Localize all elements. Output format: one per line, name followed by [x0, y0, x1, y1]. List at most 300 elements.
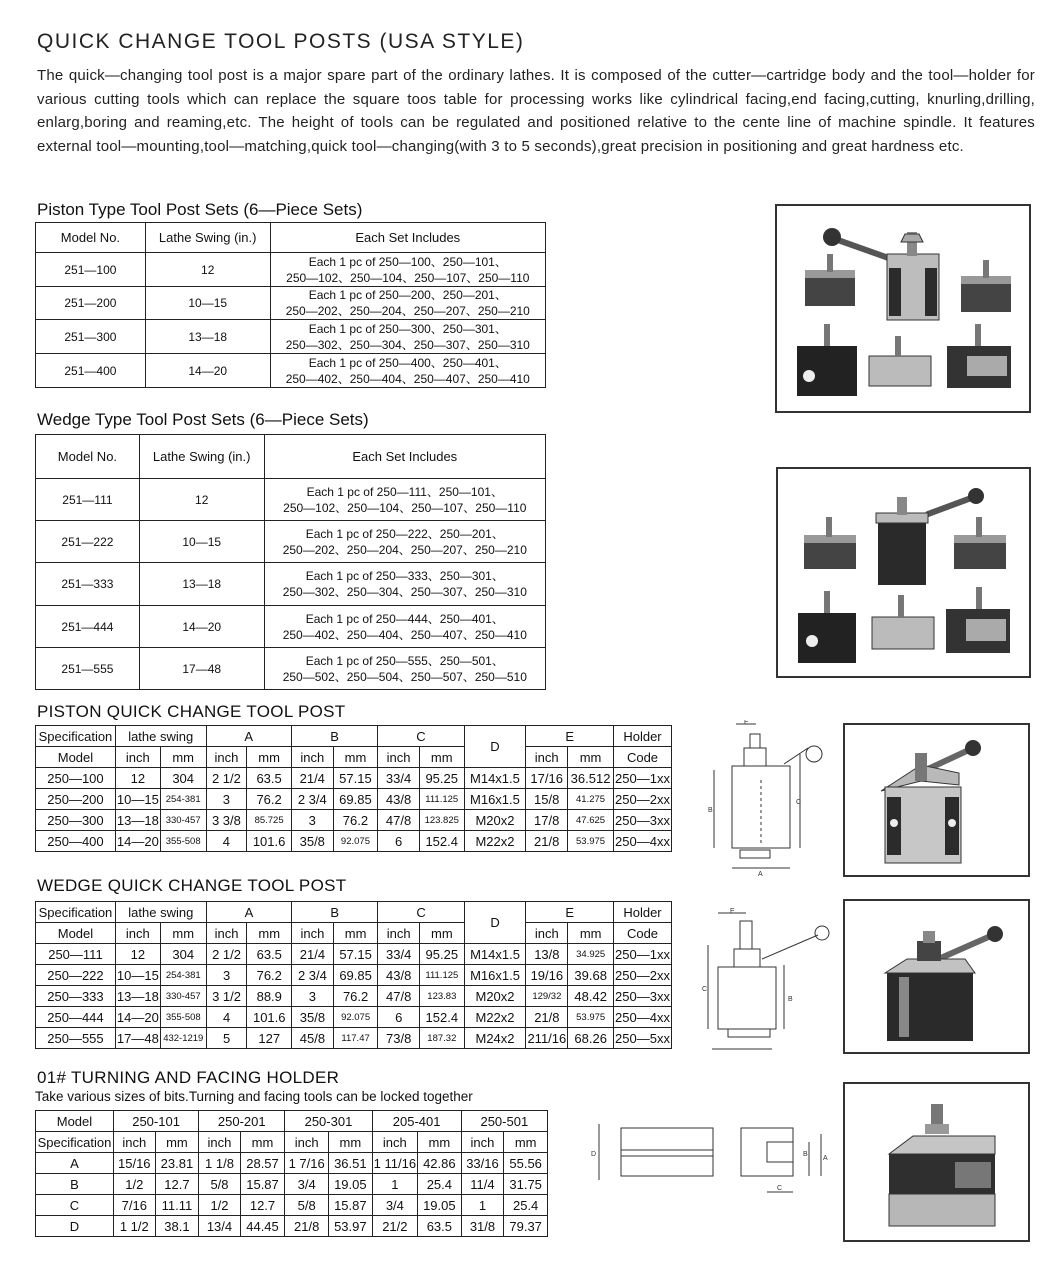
header-mm: mm — [247, 923, 292, 944]
cell: 21/8 — [526, 1007, 568, 1028]
includes-cell — [270, 253, 545, 287]
cell: 23.81 — [155, 1153, 199, 1174]
cell: 12 — [115, 944, 160, 965]
header-d: D — [464, 902, 526, 944]
cell: 250—1xx — [613, 768, 671, 789]
header-model: Model — [36, 1111, 114, 1132]
swing-cell: 14—20 — [145, 354, 270, 388]
piston-post-title: PISTON QUICK CHANGE TOOL POST — [37, 702, 346, 721]
cell: 63.5 — [247, 768, 292, 789]
header-inch: inch — [526, 747, 568, 768]
piston-sets-table — [35, 222, 546, 388]
cell: 304 — [160, 944, 206, 965]
swing-cell: 10—15 — [139, 521, 264, 563]
cell: 2 1/2 — [206, 768, 247, 789]
wedge-post-drawing — [700, 905, 840, 1055]
cell: 111.125 — [419, 965, 464, 986]
header-lathe-swing: Lathe Swing (in.) — [139, 435, 264, 479]
cell: 7/16 — [113, 1195, 155, 1216]
swing-cell: 13—18 — [145, 320, 270, 354]
cell: M20x2 — [464, 986, 526, 1007]
cell: 123.825 — [419, 810, 464, 831]
label-c: C — [796, 799, 802, 806]
table-row — [36, 810, 672, 831]
cell: 69.85 — [333, 789, 378, 810]
wedge-sets-title: Wedge Type Tool Post Sets (6—Piece Sets) — [37, 410, 369, 429]
includes-cell — [264, 479, 545, 521]
cell: 45/8 — [292, 1028, 334, 1049]
header-each-set: Each Set Includes — [270, 223, 545, 253]
header-mm: mm — [333, 923, 378, 944]
header-lathe-swing: lathe swing — [115, 726, 206, 747]
label-a: A — [823, 1155, 828, 1162]
cell: 12.7 — [240, 1195, 285, 1216]
cell: 17—48 — [115, 1028, 160, 1049]
model-cell: 251—100 — [36, 253, 146, 287]
header-inch: inch — [291, 747, 333, 768]
cell: 127 — [247, 1028, 292, 1049]
cell: 76.2 — [247, 789, 292, 810]
header-inch: inch — [461, 1132, 504, 1153]
cell: 21/2 — [372, 1216, 417, 1237]
header-mm: mm — [419, 923, 464, 944]
label-c: C — [777, 1185, 783, 1192]
cell: M14x1.5 — [464, 768, 526, 789]
cell: 254-381 — [160, 789, 206, 810]
includes-line: 250—402、250—404、250—407、250—410 — [285, 371, 530, 386]
cell: 17/8 — [526, 810, 568, 831]
cell: 13/4 — [199, 1216, 241, 1237]
cell: 1 11/16 — [372, 1153, 417, 1174]
cell: 25.4 — [418, 1174, 462, 1195]
header-c: C — [378, 726, 464, 747]
cell: 6 — [378, 1007, 420, 1028]
label-e: E — [744, 720, 749, 726]
header-specification: Specification — [36, 902, 116, 923]
cell: 47/8 — [378, 810, 420, 831]
includes-cell — [270, 287, 545, 320]
cell: 1 1/2 — [113, 1216, 155, 1237]
cell: 254-381 — [160, 965, 206, 986]
cell: 19/16 — [526, 965, 568, 986]
cell: 3/4 — [285, 1174, 329, 1195]
holder-table — [35, 1110, 548, 1237]
table-row — [36, 1195, 548, 1216]
cell: 28.57 — [240, 1153, 285, 1174]
cell: 43/8 — [378, 789, 420, 810]
header-c: C — [378, 902, 464, 923]
header-inch: inch — [378, 747, 420, 768]
includes-line: 250—302、250—304、250—307、250—310 — [282, 585, 527, 599]
includes-cell — [264, 648, 545, 690]
cell: 1 — [461, 1195, 504, 1216]
cell: 117.47 — [333, 1028, 378, 1049]
cell: 17/16 — [526, 768, 568, 789]
header-specification: Specification — [36, 726, 116, 747]
cell: 4 — [206, 831, 247, 852]
cell: 15.87 — [329, 1195, 373, 1216]
wedge-dimension-drawing — [700, 905, 840, 1055]
table-row — [36, 1216, 548, 1237]
cell: 250—1xx — [614, 944, 672, 965]
piston-post-table — [35, 725, 672, 852]
cell: 10—15 — [115, 965, 160, 986]
table-row — [36, 1174, 548, 1195]
cell: 63.5 — [418, 1216, 462, 1237]
cell: 10—15 — [115, 789, 160, 810]
wedge-post-title: WEDGE QUICK CHANGE TOOL POST — [37, 876, 347, 895]
cell: 79.37 — [504, 1216, 548, 1237]
cell: 2 3/4 — [291, 789, 333, 810]
cell: 31/8 — [461, 1216, 504, 1237]
cell: 68.26 — [568, 1028, 614, 1049]
cell: 250—100 — [36, 768, 116, 789]
holder-dimension-drawing — [585, 1120, 835, 1210]
cell: 35/8 — [292, 1007, 334, 1028]
swing-cell: 12 — [139, 479, 264, 521]
cell: 250—555 — [36, 1028, 116, 1049]
header-model-number: 250-101 — [113, 1111, 198, 1132]
cell: 15/8 — [526, 789, 568, 810]
cell: 21/4 — [292, 944, 334, 965]
cell: 12 — [115, 768, 160, 789]
table-row — [36, 944, 672, 965]
cell: 250—400 — [36, 831, 116, 852]
includes-line: Each 1 pc of 250—300、250—301、 — [308, 321, 507, 336]
includes-line: Each 1 pc of 250—333、250—301、 — [305, 569, 504, 583]
header-model-number: 250-501 — [461, 1111, 547, 1132]
label-b: B — [708, 807, 713, 814]
cell: 53.97 — [329, 1216, 373, 1237]
includes-line: Each 1 pc of 250—200、250—201、 — [308, 288, 507, 302]
cell: 48.42 — [568, 986, 614, 1007]
cell: 36.51 — [329, 1153, 373, 1174]
table-row — [36, 479, 546, 521]
header-model-no: Model No. — [36, 223, 146, 253]
header-inch: inch — [378, 923, 420, 944]
header-lathe-swing: lathe swing — [115, 902, 206, 923]
holder-photo — [843, 1082, 1030, 1242]
cell: 95.25 — [419, 768, 464, 789]
cell: 39.68 — [568, 965, 614, 986]
cell: 69.85 — [333, 965, 378, 986]
cell: 152.4 — [419, 1007, 464, 1028]
cell: 250—3xx — [613, 810, 671, 831]
cell: 42.86 — [418, 1153, 462, 1174]
cell: 44.45 — [240, 1216, 285, 1237]
cell: 92.075 — [333, 1007, 378, 1028]
header-e: E — [526, 726, 614, 747]
cell: 76.2 — [333, 986, 378, 1007]
includes-cell — [270, 320, 545, 354]
cell: 12.7 — [155, 1174, 199, 1195]
cell: 3 — [206, 965, 247, 986]
cell: 5/8 — [199, 1174, 241, 1195]
cell: 53.975 — [568, 831, 614, 852]
cell: 21/8 — [526, 831, 568, 852]
header-inch: inch — [285, 1132, 329, 1153]
cell: 14—20 — [115, 1007, 160, 1028]
cell: 13—18 — [115, 986, 160, 1007]
header-code: Code — [613, 747, 671, 768]
table-row — [36, 1153, 548, 1174]
swing-cell: 12 — [145, 253, 270, 287]
header-inch: inch — [115, 923, 160, 944]
wedge-set-illustration — [778, 469, 1029, 676]
cell: 250—111 — [36, 944, 116, 965]
includes-line: Each 1 pc of 250—111、250—101、 — [306, 484, 503, 499]
cell: 3/4 — [372, 1195, 417, 1216]
label-a: A — [758, 871, 763, 878]
includes-line: Each 1 pc of 250—222、250—201、 — [305, 526, 504, 541]
holder-illustration — [845, 1084, 1028, 1240]
header-mm: mm — [155, 1132, 199, 1153]
includes-line: 250—102、250—104、250—107、250—110 — [286, 270, 530, 285]
cell: 57.15 — [333, 944, 378, 965]
cell: 76.2 — [333, 810, 378, 831]
cell: 250—5xx — [614, 1028, 672, 1049]
header-mm: mm — [568, 747, 614, 768]
cell: 15.87 — [240, 1174, 285, 1195]
cell: 31.75 — [504, 1174, 548, 1195]
cell: 152.4 — [419, 831, 464, 852]
cell: 92.075 — [333, 831, 378, 852]
cell: 53.975 — [568, 1007, 614, 1028]
model-cell: 251—555 — [36, 648, 140, 690]
header-inch: inch — [372, 1132, 417, 1153]
cell: 250—222 — [36, 965, 116, 986]
cell: 47.625 — [568, 810, 614, 831]
header-mm: mm — [419, 747, 464, 768]
cell: 95.25 — [419, 944, 464, 965]
header-mm: mm — [568, 923, 614, 944]
page-title: QUICK CHANGE TOOL POSTS (USA STYLE) — [37, 30, 525, 53]
label-b: B — [803, 1151, 808, 1158]
cell: 250—4xx — [613, 831, 671, 852]
model-cell: 251—111 — [36, 479, 140, 521]
cell: 11.11 — [155, 1195, 199, 1216]
cell: 2 3/4 — [292, 965, 334, 986]
header-inch: inch — [292, 923, 334, 944]
swing-cell: 17—48 — [139, 648, 264, 690]
cell: 76.2 — [247, 965, 292, 986]
cell: 250—4xx — [614, 1007, 672, 1028]
table-row — [36, 831, 672, 852]
cell: B — [36, 1174, 114, 1195]
includes-line: 250—302、250—304、250—307、250—310 — [285, 337, 530, 352]
cell: 57.15 — [333, 768, 378, 789]
table-row — [36, 354, 546, 388]
includes-cell — [264, 563, 545, 606]
swing-cell: 10—15 — [145, 287, 270, 320]
cell: D — [36, 1216, 114, 1237]
cell: 1 7/16 — [285, 1153, 329, 1174]
cell: 3 — [206, 789, 247, 810]
table-row — [36, 768, 672, 789]
cell: C — [36, 1195, 114, 1216]
intro-paragraph: The quick—changing tool post is a major spare part of the ordinary lathes. It is composed of the cutter—cartridge body and the tool—holder for various cutting tools which can replace the square toos table for processing works like cylindrical facing,end facing,cutting, knurling,drilling, enlarg,boring and reaming,etc. The height of tools can be regulated and positioned relative to the cente line of machine spindle. It features external tool—mounting,tool—matching,quick tool—changing(with 3 to 5 seconds),great precision in positioning and great hardness etc. — [37, 67, 1035, 155]
cell: 330-457 — [160, 810, 206, 831]
header-a: A — [206, 726, 291, 747]
label-b: B — [788, 996, 793, 1003]
cell: 5 — [206, 1028, 247, 1049]
cell: 25.4 — [504, 1195, 548, 1216]
wedge-post-illustration — [845, 901, 1028, 1052]
cell: 3 — [292, 986, 334, 1007]
cell: 34.925 — [568, 944, 614, 965]
header-inch: inch — [206, 923, 247, 944]
cell: 101.6 — [247, 1007, 292, 1028]
cell: 11/4 — [461, 1174, 504, 1195]
table-row — [36, 287, 546, 320]
header-inch: inch — [115, 747, 160, 768]
cell: 43/8 — [378, 965, 420, 986]
cell: 101.6 — [247, 831, 292, 852]
cell: 211/16 — [526, 1028, 568, 1049]
header-d: D — [464, 726, 526, 768]
cell: M22x2 — [464, 831, 526, 852]
cell: 36.512 — [568, 768, 614, 789]
header-mm: mm — [329, 1132, 373, 1153]
model-cell: 251—444 — [36, 606, 140, 648]
holder-title: 01# TURNING AND FACING HOLDER — [37, 1068, 340, 1087]
header-lathe-swing: Lathe Swing (in.) — [145, 223, 270, 253]
cell: 6 — [378, 831, 420, 852]
cell: 250—2xx — [613, 789, 671, 810]
cell: 19.05 — [418, 1195, 462, 1216]
cell: 1/2 — [113, 1174, 155, 1195]
cell: 19.05 — [329, 1174, 373, 1195]
header-b: B — [292, 902, 378, 923]
cell: M16x1.5 — [464, 789, 526, 810]
header-model: Model — [36, 923, 116, 944]
cell: 123.83 — [419, 986, 464, 1007]
cell: 4 — [206, 1007, 247, 1028]
header-holder: Holder — [613, 726, 671, 747]
table-row — [36, 1007, 672, 1028]
piston-set-illustration — [777, 206, 1029, 411]
header-mm: mm — [333, 747, 378, 768]
cell: 304 — [160, 768, 206, 789]
header-a: A — [206, 902, 291, 923]
cell: 33/4 — [378, 768, 420, 789]
includes-line: Each 1 pc of 250—555、250—501、 — [305, 653, 504, 668]
table-row — [36, 789, 672, 810]
table-row — [36, 320, 546, 354]
header-inch: inch — [113, 1132, 155, 1153]
wedge-post-table — [35, 901, 672, 1049]
cell: 355-508 — [160, 1007, 206, 1028]
cell: M20x2 — [464, 810, 526, 831]
cell: 2 1/2 — [206, 944, 247, 965]
holder-note: Take various sizes of bits.Turning and facing tools can be locked together — [35, 1089, 473, 1104]
table-row — [36, 986, 672, 1007]
cell: 35/8 — [291, 831, 333, 852]
cell: 250—2xx — [614, 965, 672, 986]
swing-cell: 13—18 — [139, 563, 264, 606]
cell: 432-1219 — [160, 1028, 206, 1049]
wedge-sets-table — [35, 434, 546, 690]
cell: 129/32 — [526, 986, 568, 1007]
cell: 250—3xx — [614, 986, 672, 1007]
header-mm: mm — [160, 747, 206, 768]
cell: 13/8 — [526, 944, 568, 965]
header-mm: mm — [240, 1132, 285, 1153]
model-cell: 251—300 — [36, 320, 146, 354]
piston-post-illustration — [845, 725, 1028, 875]
cell: M14x1.5 — [464, 944, 526, 965]
wedge-set-photo — [776, 467, 1031, 678]
includes-line: Each 1 pc of 250—444、250—401、 — [305, 611, 504, 626]
cell: A — [36, 1153, 114, 1174]
table-row — [36, 1028, 672, 1049]
cell: 33/16 — [461, 1153, 504, 1174]
wedge-post-photo — [843, 899, 1030, 1054]
table-row — [36, 253, 546, 287]
model-cell: 251—200 — [36, 287, 146, 320]
header-inch: inch — [199, 1132, 241, 1153]
cell: 15/16 — [113, 1153, 155, 1174]
cell: 21/8 — [285, 1216, 329, 1237]
cell: 5/8 — [285, 1195, 329, 1216]
table-row — [36, 965, 672, 986]
header-mm: mm — [160, 923, 206, 944]
model-cell: 251—333 — [36, 563, 140, 606]
cell: 1/2 — [199, 1195, 241, 1216]
model-cell: 251—222 — [36, 521, 140, 563]
cell: 14—20 — [115, 831, 160, 852]
cell: M24x2 — [464, 1028, 526, 1049]
label-c: C — [702, 986, 708, 993]
cell: 111.125 — [419, 789, 464, 810]
holder-drawing — [585, 1120, 835, 1210]
includes-line: 250—202、250—204、250—207、250—210 — [282, 542, 527, 557]
label-d: D — [591, 1151, 597, 1158]
header-mm: mm — [418, 1132, 462, 1153]
includes-cell — [264, 606, 545, 648]
header-model-no: Model No. — [36, 435, 140, 479]
cell: 73/8 — [378, 1028, 420, 1049]
includes-cell — [264, 521, 545, 563]
includes-cell — [270, 354, 545, 388]
swing-cell: 14—20 — [139, 606, 264, 648]
cell: 250—300 — [36, 810, 116, 831]
includes-line: 250—202、250—204、250—207、250—210 — [285, 304, 530, 318]
cell: 3 1/2 — [206, 986, 247, 1007]
cell: 187.32 — [419, 1028, 464, 1049]
piston-post-drawing — [700, 720, 830, 880]
model-cell: 251—400 — [36, 354, 146, 388]
cell: 55.56 — [504, 1153, 548, 1174]
header-b: B — [291, 726, 377, 747]
cell: 47/8 — [378, 986, 420, 1007]
cell: 13—18 — [115, 810, 160, 831]
cell: 3 — [291, 810, 333, 831]
includes-line: Each 1 pc of 250—100、250—101、 — [308, 254, 507, 269]
cell: M16x1.5 — [464, 965, 526, 986]
header-holder: Holder — [614, 902, 672, 923]
cell: 3 3/8 — [206, 810, 247, 831]
cell: 41.275 — [568, 789, 614, 810]
header-code: Code — [614, 923, 672, 944]
cell: 250—444 — [36, 1007, 116, 1028]
header-each-set: Each Set Includes — [264, 435, 545, 479]
cell: 63.5 — [247, 944, 292, 965]
header-model-number: 250-201 — [199, 1111, 285, 1132]
header-inch: inch — [206, 747, 247, 768]
cell: M22x2 — [464, 1007, 526, 1028]
includes-line: 250—102、250—104、250—107、250—110 — [283, 500, 527, 515]
